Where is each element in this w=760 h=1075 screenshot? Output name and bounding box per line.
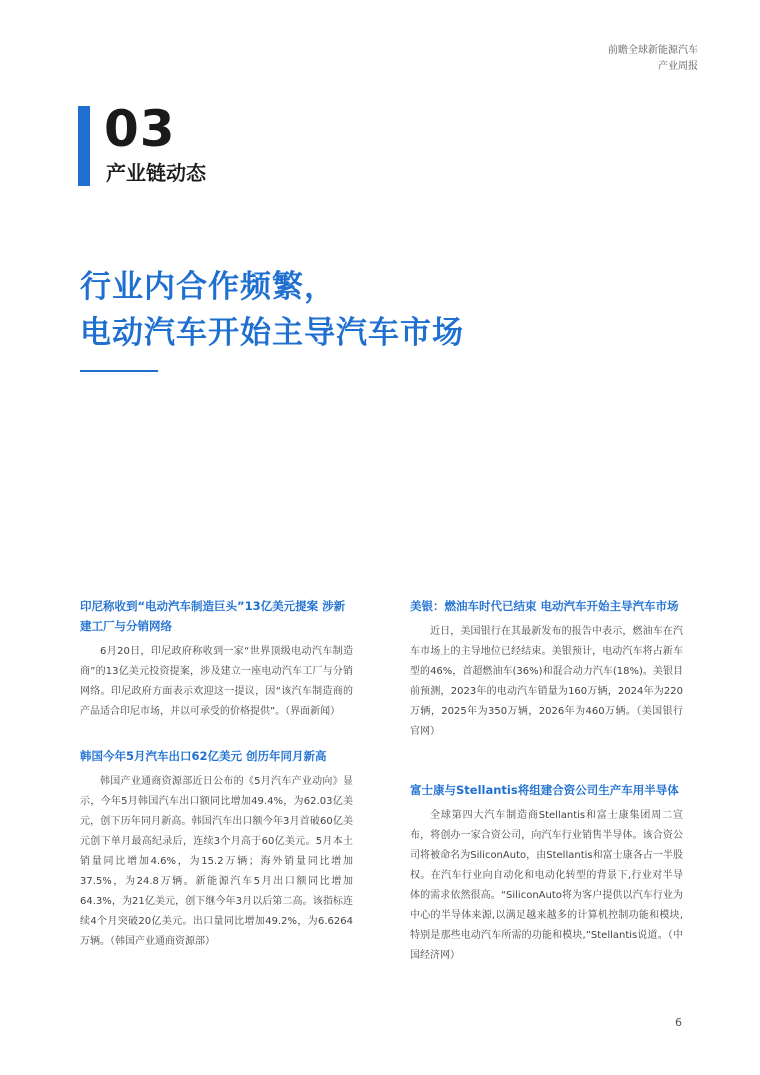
title-underline [80, 370, 158, 372]
article-bank-of-america [410, 596, 683, 742]
article-body: 韩国产业通商资源部近日公布的《5月汽车产业动向》显示，今年5月韩国汽车出口额同比增加49.4%，为62.03亿美元，创下历年同月新高。韩国汽车出口额今年3月首破60亿美元创下单月最高纪录后，连续3个月高于60亿美元。5月本土销量同比增加4.6%，为15.2万辆；海外销量同比增加37.5%，为24.8万辆。新能源汽车5月出口额同比增加64.3%，为21亿美元，创下继今年3月以后第二高。该指标连续4个月突破20亿美元。出口量同比增加49.2%，为6.6264万辆。（韩国产业通商资源部） [80, 776, 353, 947]
section-number: 03 [104, 100, 176, 158]
page-header [608, 43, 698, 75]
article-body: 全球第四大汽车制造商Stellantis和富士康集团周二宣布，将创办一家合资公司，向汽车行业销售半导体。该合资公司将被命名为SiliconAuto，由Stellantis和富士康各占一半股权。在汽车行业向自动化和电动化转型的背景下,行业对半导体的需求依然很高。“SiliconAuto将为客户提供以汽车行业为中心的半导体来源,以满足越来越多的计算机控制功能和模块,特别是那些电动汽车所需的功能和模块,”Stellantis说道。（中国经济网） [410, 810, 683, 961]
section-title: 产业链动态 [106, 161, 206, 185]
left-column [80, 596, 353, 952]
article-title: 韩国今年5月汽车出口62亿美元 创历年同月新高 [80, 749, 327, 763]
header-report-name: 前瞻全球新能源汽车 [608, 45, 698, 56]
page-number: 6 [675, 1016, 682, 1029]
article-title: 富士康与Stellantis将组建合资公司生产车用半导体 [410, 783, 679, 797]
article-korea-exports [80, 746, 353, 952]
header-report-type: 产业周报 [658, 61, 698, 72]
article-indonesia [80, 596, 353, 722]
section-accent-bar [78, 106, 90, 186]
article-title: 印尼称收到“电动汽车制造巨头”13亿美元提案 涉新建工厂与分销网络 [80, 599, 346, 633]
main-title-line-2: 电动汽车开始主导汽车市场 [80, 315, 464, 351]
article-body: 6月20日，印尼政府称收到一家“世界顶级电动汽车制造商”的13亿美元投资提案，涉及建立一座电动汽车工厂与分销网络。印尼政府方面表示欢迎这一提议，因“该汽车制造商的产品适合印尼市场，并以可承受的价格提供”。（界面新闻） [80, 646, 353, 717]
main-title-line-1: 行业内合作频繁， [80, 269, 336, 305]
main-title [80, 264, 464, 356]
article-body: 近日，美国银行在其最新发布的报告中表示，燃油车在汽车市场上的主导地位已经结束。美银预计，电动汽车将占新车型的46%，首超燃油车(36%)和混合动力汽车(18%)。美银目前预测，2023年的电动汽车销量为160万辆，2024年为220万辆，2025年为350万辆，2026年为460万辆。（美国银行官网） [410, 626, 683, 737]
article-title: 美银：燃油车时代已结束 电动汽车开始主导汽车市场 [410, 599, 679, 613]
right-column [410, 596, 683, 966]
article-foxconn-stellantis [410, 780, 683, 966]
